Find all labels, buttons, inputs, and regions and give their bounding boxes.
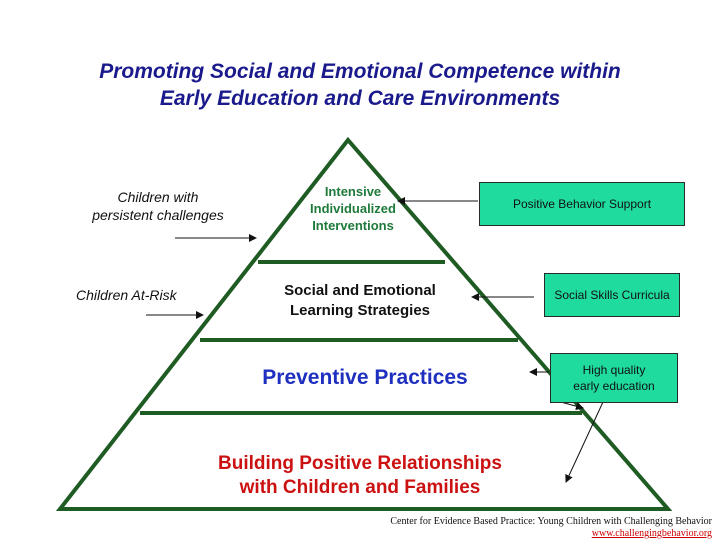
- tier-preventive-practices: [215, 365, 515, 391]
- tier-social-emotional: [245, 281, 475, 321]
- tier-4-line-1: Building Positive Relationships: [218, 453, 502, 474]
- title-line-2: Early Education and Care Environments: [159, 87, 561, 110]
- box-social-skills-curricula: [544, 273, 680, 317]
- tier-1-line-1: Intensive: [324, 184, 382, 199]
- tier-1-line-3: Interventions: [312, 218, 394, 233]
- footer-credit: [390, 516, 712, 540]
- label-at-risk: [76, 286, 206, 304]
- tier-2-line-2: Learning Strategies: [289, 302, 431, 319]
- label-persistent-challenges: [78, 188, 238, 224]
- box-positive-behavior-support: [479, 182, 685, 226]
- footer-credit-text: Center for Evidence Based Practice: Young Children with Challenging Behavior: [390, 516, 712, 527]
- side-2-line-1: Children At-Risk: [76, 287, 177, 303]
- box-1-line-1: Positive Behavior Support: [512, 197, 652, 211]
- footer-link[interactable]: www.challengingbehavior.org: [591, 528, 712, 539]
- tier-2-line-1: Social and Emotional: [284, 282, 436, 299]
- tier-positive-relationships: [160, 452, 560, 500]
- box-2-line-1: Social Skills Curricula: [554, 288, 670, 302]
- tier-1-line-2: Individualized: [310, 201, 396, 216]
- side-1-line-2: persistent challenges: [92, 207, 224, 223]
- box-high-quality-education: [550, 353, 678, 403]
- tier-4-line-2: with Children and Families: [239, 477, 481, 498]
- box-3-line-2: early education: [573, 379, 655, 393]
- tier-3-line-1: Preventive Practices: [262, 366, 468, 389]
- tier-intensive-interventions: [288, 183, 418, 234]
- box-3-line-1: High quality: [582, 363, 646, 377]
- title-line-1: Promoting Social and Emotional Competence within: [99, 60, 621, 83]
- side-1-line-1: Children with: [117, 189, 199, 205]
